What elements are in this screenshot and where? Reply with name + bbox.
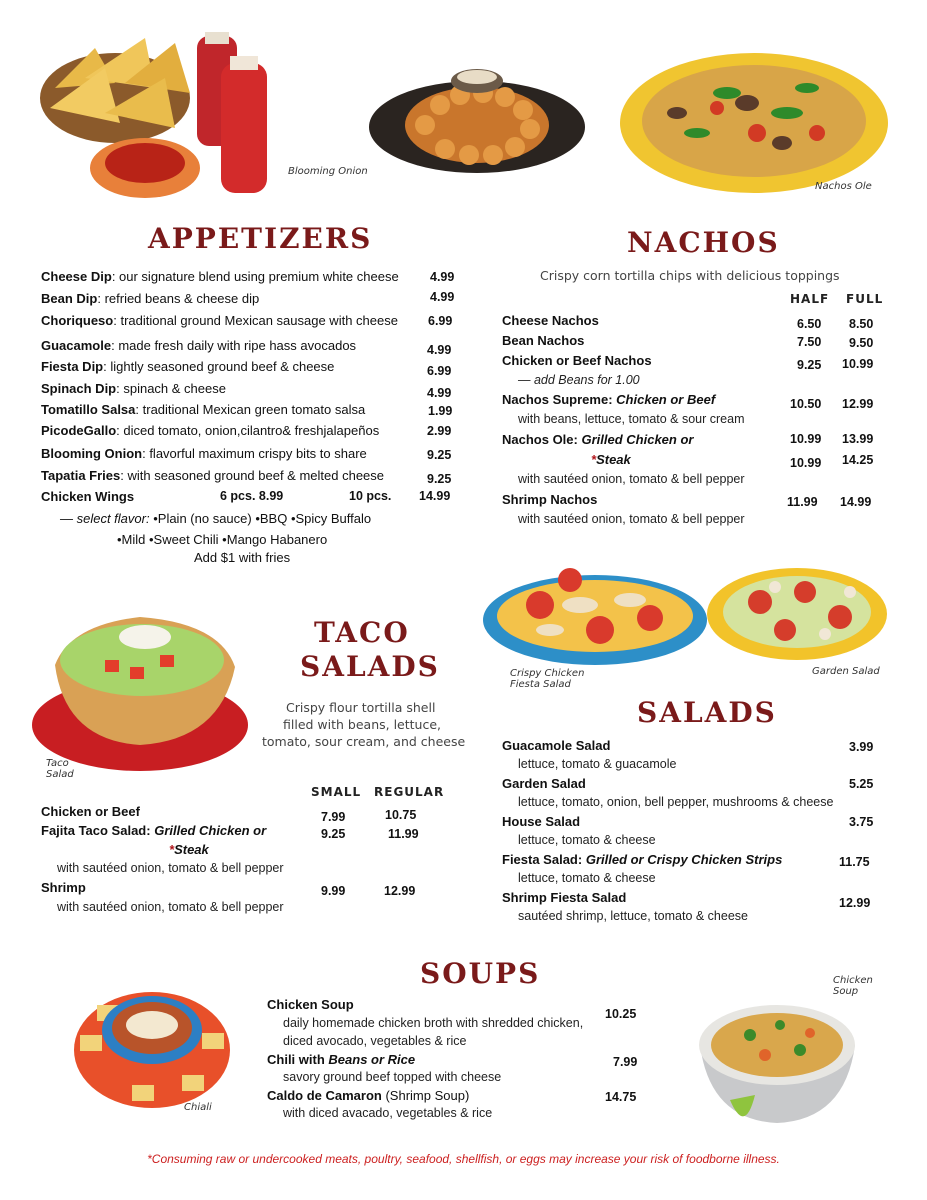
caption-chicken-soup: Chicken Soup: [833, 975, 873, 997]
taco-chicken-beef: Chicken or Beef: [41, 804, 140, 819]
taco-shrimp: Shrimp: [41, 880, 86, 895]
nachos-bean-half: 7.50: [797, 335, 822, 349]
salad-item: Fiesta Salad: Grilled or Crispy Chicken Strips: [502, 852, 783, 867]
nachos-shrimp-half: 11.99: [787, 495, 818, 509]
nachos-cheese: Cheese Nachos: [502, 313, 599, 328]
appetizer-item: Spinach Dip: spinach & cheese: [41, 381, 226, 396]
nachos-heading: NACHOS: [627, 226, 780, 259]
nachos-bean: Bean Nachos: [502, 333, 585, 348]
appetizer-price: 9.25: [427, 448, 452, 462]
appetizer-item: Fiesta Dip: lightly seasoned ground beef & cheese: [41, 359, 335, 374]
appetizer-price: 4.99: [430, 290, 455, 304]
soup-caldo: Caldo de Camaron (Shrimp Soup): [267, 1088, 470, 1103]
appetizer-price: 1.99: [428, 404, 453, 418]
soup-chili-desc: savory ground beef topped with cheese: [283, 1070, 502, 1084]
appetizer-price: 4.99: [427, 386, 452, 400]
garden-salad-photo: [705, 562, 890, 662]
salad-desc: sautéed shrimp, lettuce, tomato & cheese: [518, 909, 748, 923]
salad-desc: lettuce, tomato & cheese: [518, 871, 656, 885]
nachos-chicken-beef-half: 9.25: [797, 358, 822, 372]
salad-item: House Salad: [502, 814, 581, 829]
taco-fajita-steak: *Steak: [169, 842, 209, 857]
nachos-supreme-desc: with beans, lettuce, tomato & sour cream: [518, 412, 745, 426]
appetizer-item: Tomatillo Salsa: traditional Mexican green tomato salsa: [41, 402, 366, 417]
nachos-ole-steak-half: 10.99: [790, 456, 822, 470]
nachos-bean-full: 9.50: [849, 336, 874, 350]
nachos-col-half: HALF: [790, 292, 830, 306]
soup-chili: Chili with Beans or Rice: [267, 1052, 416, 1067]
caption-chili: Chiali: [184, 1102, 212, 1113]
taco-fajita: Fajita Taco Salad: Grilled Chicken or: [41, 823, 267, 838]
salad-price: 3.99: [849, 740, 874, 754]
wings-ten-label: 10 pcs.: [349, 489, 392, 503]
soup-chicken-desc-2: diced avocado, vegetables & rice: [283, 1034, 467, 1048]
soup-chili-price: 7.99: [613, 1055, 638, 1069]
taco-salads-heading-1: TACO: [314, 616, 410, 649]
nachos-ole-full: 13.99: [842, 432, 874, 446]
appetizer-item: PicodeGallo: diced tomato, onion,cilantro& freshjalapeños: [41, 423, 380, 438]
nachos-shrimp-full: 14.99: [840, 495, 872, 509]
taco-shrimp-desc: with sautéed onion, tomato & bell pepper: [57, 900, 284, 914]
appetizer-item: Tapatia Fries: with seasoned ground beef & melted cheese: [41, 468, 385, 483]
taco-tagline-1: Crispy flour tortilla shell: [286, 700, 436, 715]
appetizer-price: 2.99: [427, 424, 452, 438]
taco-shrimp-regular: 12.99: [384, 884, 416, 898]
taco-fajita-desc: with sautéed onion, tomato & bell pepper: [57, 861, 284, 875]
taco-col-regular: REGULAR: [374, 785, 445, 799]
wings-six-price: 6 pcs. 8.99: [220, 489, 284, 503]
nachos-shrimp: Shrimp Nachos: [502, 492, 598, 507]
nachos-ole-steak-full: 14.25: [842, 453, 874, 467]
nachos-beans-note: — add Beans for 1.00: [518, 373, 640, 387]
soup-chicken: Chicken Soup: [267, 997, 354, 1012]
salad-desc: lettuce, tomato, onion, bell pepper, mushrooms & cheese: [518, 795, 834, 809]
appetizer-price: 6.99: [428, 314, 453, 328]
nachos-cheese-half: 6.50: [797, 317, 822, 331]
nachos-chicken-beef: Chicken or Beef Nachos: [502, 353, 652, 368]
salad-desc: lettuce, tomato & cheese: [518, 833, 656, 847]
wings-flavors: — select flavor: •Plain (no sauce) •BBQ •Spicy Buffalo: [60, 511, 372, 526]
fiesta-salad-photo: [480, 560, 710, 668]
nachos-supreme-full: 12.99: [842, 397, 874, 411]
wings-ten-price: 14.99: [419, 489, 451, 503]
appetizer-item: Choriqueso: traditional ground Mexican sausage with cheese: [41, 313, 398, 328]
nachos-supreme-half: 10.50: [790, 397, 822, 411]
salad-price: 5.25: [849, 777, 874, 791]
taco-salads-heading-2: SALADS: [300, 650, 440, 683]
appetizer-price: 4.99: [427, 343, 452, 357]
taco-fajita-small: 9.25: [321, 827, 346, 841]
soup-caldo-price: 14.75: [605, 1090, 637, 1104]
nachos-chicken-beef-full: 10.99: [842, 357, 874, 371]
taco-tagline-2: filled with beans, lettuce,: [283, 717, 442, 732]
nachos-shrimp-desc: with sautéed onion, tomato & bell pepper: [518, 512, 745, 526]
taco-col-small: SMALL: [311, 785, 362, 799]
wings-flavors-2: •Mild •Sweet Chili •Mango Habanero: [117, 532, 328, 547]
appetizer-price: 9.25: [427, 472, 452, 486]
taco-salad-photo: [30, 605, 255, 775]
salad-price: 11.75: [839, 855, 870, 869]
nachos-ole-half: 10.99: [790, 432, 822, 446]
wings-fries-note: Add $1 with fries: [194, 550, 291, 565]
salad-desc: lettuce, tomato & guacamole: [518, 757, 677, 771]
appetizer-item: Blooming Onion: flavorful maximum crispy bits to share: [41, 446, 367, 461]
soup-chicken-price: 10.25: [605, 1007, 637, 1021]
salad-item: Garden Salad: [502, 776, 586, 791]
nachos-ole: Nachos Ole: Grilled Chicken or: [502, 432, 694, 447]
appetizer-item: Guacamole: made fresh daily with ripe hass avocados: [41, 338, 357, 353]
appetizer-item: Bean Dip: refried beans & cheese dip: [41, 291, 260, 306]
appetizers-heading: APPETIZERS: [148, 222, 373, 255]
caption-nachos-ole: Nachos Ole: [815, 181, 872, 192]
salad-item: Guacamole Salad: [502, 738, 611, 753]
soups-heading: SOUPS: [420, 957, 541, 990]
caption-crispy-chicken: Crispy Chicken Fiesta Salad: [510, 668, 585, 690]
nachos-ole-steak: *Steak: [591, 452, 631, 467]
blooming-onion-photo: [365, 55, 590, 175]
chicken-soup-photo: [690, 995, 865, 1135]
nachos-col-full: FULL: [846, 292, 884, 306]
salads-heading: SALADS: [637, 696, 777, 729]
nachos-ole-photo: [617, 33, 892, 198]
appetizer-price: 4.99: [430, 270, 455, 284]
nachos-cheese-full: 8.50: [849, 317, 874, 331]
food-safety-disclaimer: *Consuming raw or undercooked meats, poultry, seafood, shellfish, or eggs may increase your risk of foodborne illness.: [147, 1152, 780, 1166]
nachos-tagline: Crispy corn tortilla chips with delicious toppings: [540, 268, 840, 283]
taco-chicken-beef-small: 7.99: [321, 810, 346, 824]
salad-item: Shrimp Fiesta Salad: [502, 890, 627, 905]
chili-photo: [72, 985, 232, 1110]
nachos-supreme: Nachos Supreme: Chicken or Beef: [502, 392, 716, 407]
chips-salsa-photo: [25, 28, 275, 203]
wings-name: Chicken Wings: [41, 489, 135, 504]
taco-fajita-regular: 11.99: [388, 827, 419, 841]
taco-tagline-3: tomato, sour cream, and cheese: [262, 734, 466, 749]
nachos-ole-desc: with sautéed onion, tomato & bell pepper: [518, 472, 745, 486]
taco-shrimp-small: 9.99: [321, 884, 346, 898]
soup-caldo-desc: with diced avacado, vegetables & rice: [283, 1106, 493, 1120]
caption-blooming-onion: Blooming Onion: [288, 166, 368, 177]
soup-chicken-desc-1: daily homemade chicken broth with shredded chicken,: [283, 1016, 584, 1030]
salad-price: 12.99: [839, 896, 871, 910]
caption-garden-salad: Garden Salad: [812, 666, 880, 677]
taco-chicken-beef-regular: 10.75: [385, 808, 417, 822]
appetizer-item: Cheese Dip: our signature blend using premium white cheese: [41, 269, 399, 284]
salad-price: 3.75: [849, 815, 874, 829]
appetizer-price: 6.99: [427, 364, 452, 378]
caption-taco-salad: Taco Salad: [46, 758, 74, 780]
